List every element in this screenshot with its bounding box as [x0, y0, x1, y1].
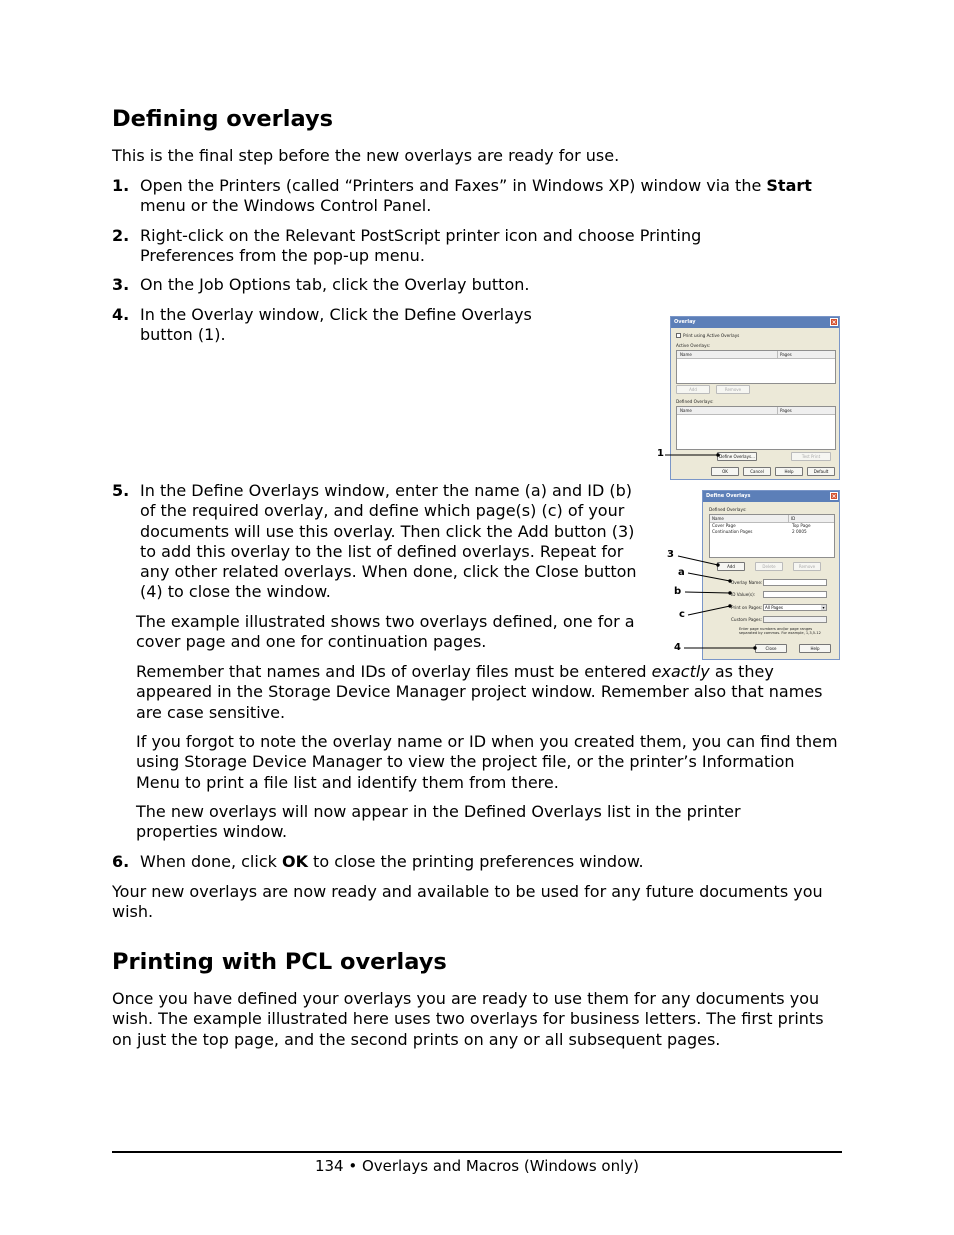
step-6-text: When done, click OK to close the printing preferences window.: [140, 852, 644, 871]
row-id: Top Page: [792, 523, 811, 528]
id-values-input[interactable]: [763, 591, 827, 598]
step-3-text: On the Job Options tab, click the Overlay button.: [140, 275, 530, 294]
active-overlays-label: Active Overlays:: [676, 343, 711, 348]
intro-paragraph: This is the final step before the new overlays are ready for use.: [112, 146, 620, 165]
step-number: 3.: [112, 275, 130, 294]
defined-overlays-label: Defined Overlays:: [676, 399, 714, 404]
help-button[interactable]: Help: [775, 467, 803, 476]
overlay-name-input[interactable]: [763, 579, 827, 586]
callout-3: 3: [667, 549, 674, 560]
cancel-button[interactable]: Cancel: [743, 467, 771, 476]
step-5-text: In the Define Overlays window, enter the name (a) and ID (b) of the required overlay, and define which page(s) (c) of your documents will use this overlay. Then click the Add button (3) to add this overlay to the list of defined overlays. Repeat for any other related overlays. When done, click the Close button (4) to close the window.: [140, 481, 637, 602]
footer-rule: [112, 1151, 842, 1153]
note-example: The example illustrated shows two overlays defined, one for a cover page and one for continuation pages.: [136, 612, 635, 652]
active-overlays-list[interactable]: [676, 350, 836, 384]
step-number: 4.: [112, 305, 130, 324]
note-remember: Remember that names and IDs of overlay files must be entered exactly as they appeared in the Storage Device Manager project window. Remember also that names are case sensitive.: [136, 662, 823, 722]
page-footer: 134 • Overlays and Macros (Windows only): [314, 1157, 640, 1175]
add-button[interactable]: Add: [717, 562, 745, 571]
overlay-name-label: Overlay Name:: [731, 580, 763, 585]
col-pages: Pages: [777, 351, 792, 358]
delete-button[interactable]: Delete: [755, 562, 783, 571]
custom-pages-hint: Enter page numbers and/or page ranges separated by commas. For example, 1,3,5-12: [739, 627, 821, 636]
note-forgot: If you forgot to note the overlay name or ID when you created them, you can find them using Storage Device Manager to view the project file, or the printer’s Information Menu to print a file list and identify them from there.: [136, 732, 838, 792]
remove-button[interactable]: Remove: [793, 562, 821, 571]
callout-b: b: [674, 586, 682, 597]
define-dialog-titlebar: Define Overlays ×: [703, 491, 839, 502]
callout-1: 1: [657, 448, 664, 459]
defined-overlays-label: Defined Overlays:: [709, 507, 747, 512]
remove-button[interactable]: Remove: [716, 385, 750, 394]
step-1-text: Open the Printers (called “Printers and Faxes” in Windows XP) window via the Start menu or the Windows Control Panel.: [140, 176, 812, 216]
defined-overlays-table[interactable]: [709, 514, 835, 558]
print-on-pages-label: Print on Pages:: [731, 605, 763, 610]
col-name: Name: [712, 516, 724, 521]
define-overlays-dialog: [702, 490, 840, 660]
chevron-down-icon: ▾: [822, 605, 825, 610]
col-name: Name: [680, 352, 692, 357]
step-4-text: In the Overlay window, Click the Define Overlays button (1).: [140, 305, 532, 345]
print-on-pages-select[interactable]: All Pages ▾: [763, 604, 827, 611]
step-number: 5.: [112, 481, 130, 500]
section-heading-defining-overlays: Defining overlays: [112, 106, 334, 132]
defined-overlays-list[interactable]: [676, 406, 836, 450]
help-button[interactable]: Help: [799, 644, 831, 653]
step-number: 2.: [112, 226, 130, 245]
callout-c: c: [679, 609, 685, 620]
section-heading-pcl-overlays: Printing with PCL overlays: [112, 949, 447, 975]
step-number: 6.: [112, 852, 130, 871]
add-button[interactable]: Add: [676, 385, 710, 394]
test-print-button[interactable]: Test Print: [791, 452, 831, 461]
row-id: 2 0005: [792, 529, 807, 534]
callout-4: 4: [674, 642, 681, 653]
pcl-paragraph: Once you have defined your overlays you are ready to use them for any documents you wish. The example illustrated here uses two overlays for business letters. The first prints on just the top page, and the second prints on any or all subsequent pages.: [112, 989, 824, 1049]
custom-pages-input[interactable]: [763, 616, 827, 623]
col-id: ID: [788, 515, 795, 522]
id-values-label: ID Value(s):: [731, 592, 756, 597]
step-2-text: Right-click on the Relevant PostScript printer icon and choose Printing Preferences from the pop-up menu.: [140, 226, 702, 266]
checkbox-label: Print using Active Overlays: [683, 333, 740, 338]
close-button[interactable]: Close: [755, 644, 787, 653]
overlay-dialog-titlebar: Overlay ×: [671, 317, 839, 328]
close-icon[interactable]: ×: [831, 493, 837, 500]
col-pages: Pages: [777, 407, 792, 414]
custom-pages-label: Custom Pages:: [731, 617, 763, 622]
active-overlays-checkbox[interactable]: [676, 333, 681, 338]
outro-paragraph: Your new overlays are now ready and available to be used for any future documents you wish.: [112, 882, 823, 922]
row-name: Cover Page: [712, 523, 736, 528]
default-button[interactable]: Default: [807, 467, 835, 476]
step-number: 1.: [112, 176, 130, 195]
overlay-dialog: [670, 316, 840, 480]
callout-a: a: [678, 567, 685, 578]
ok-button[interactable]: OK: [711, 467, 739, 476]
col-name: Name: [680, 408, 692, 413]
define-overlays-button[interactable]: Define Overlays...: [717, 452, 757, 461]
row-name: Continuation Pages: [712, 529, 753, 534]
note-appear: The new overlays will now appear in the Defined Overlays list in the printer properties window.: [136, 802, 741, 842]
close-icon[interactable]: ×: [831, 319, 837, 326]
